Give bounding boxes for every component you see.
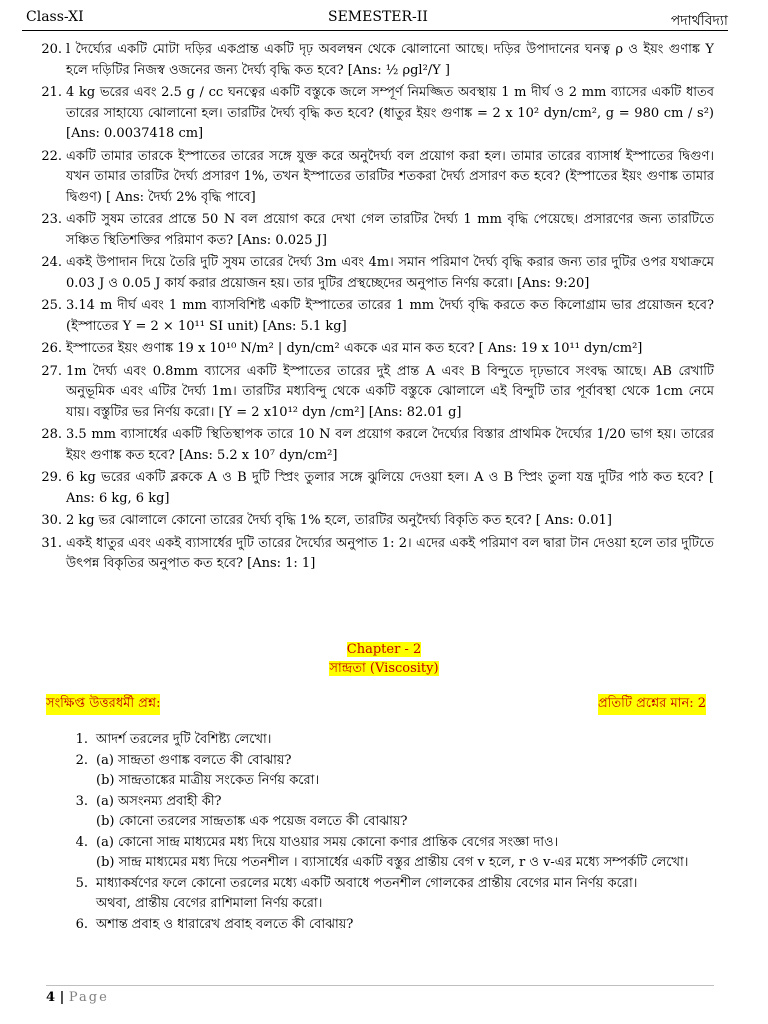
question-item	[41, 40, 714, 81]
question-item	[41, 511, 714, 532]
question-number: 24.	[41, 255, 62, 270]
short-question-number: 1.	[75, 732, 88, 747]
page-number: 4	[46, 990, 56, 1005]
page-separator: |	[55, 990, 69, 1005]
question-text: 2 kg ভর ঝোলালে কোনো তারের দৈর্ঘ্য বৃদ্ধি 1% হলে, তারটির অনুদৈর্ঘ্য বিকৃতি কত হবে? [ Ans: 0.01]	[66, 513, 612, 528]
class-label: Class-XI	[26, 9, 84, 25]
short-question-line: অথবা, প্রান্তীয় বেগের রাশিমালা নির্ণয় করো।	[96, 896, 323, 911]
question-item	[41, 210, 714, 251]
question-item	[41, 534, 714, 575]
short-question-item	[75, 751, 714, 792]
short-question-line: মাধ্যাকর্ষণের ফলে কোনো তরলের মধ্যে একটি অবাধে পতনশীল গোলকের প্রান্তীয় বেগের মান নির্ণয় করো।	[96, 875, 638, 891]
page-label: Page	[68, 990, 109, 1005]
page-header	[22, 6, 728, 31]
question-item	[41, 339, 714, 360]
question-number: 21.	[41, 85, 62, 100]
question-number: 22.	[41, 148, 62, 164]
short-question-line: (b) কোনো তরলের সান্দ্রতাঙ্ক এক পয়েজ বলতে কী বোঝায়?	[96, 814, 408, 829]
semester-label: SEMESTER-II	[328, 9, 428, 25]
chapter-title: Chapter - 2	[346, 642, 422, 657]
question-number: 23.	[41, 212, 62, 227]
short-question-item	[75, 833, 714, 874]
short-question-line: আদর্শ তরলের দুটি বৈশিষ্ট্য লেখো।	[96, 732, 272, 747]
short-question-number: 6.	[75, 916, 88, 932]
numerical-questions	[41, 40, 714, 577]
subject-label: পদার্থবিদ্যা	[670, 13, 728, 29]
question-item	[41, 362, 714, 424]
section-title: সংক্ষিপ্ত উত্তরধর্মী প্রশ্ন:	[46, 694, 160, 715]
short-question-line: (a) অসংনম্য প্রবাহী কী?	[96, 793, 222, 809]
question-text: একটি সুষম তারের প্রান্তে 50 N বল প্রয়োগ করে দেখা গেল তারটির দৈর্ঘ্য 1 mm বৃদ্ধি পেয়েছে। প্রসারণের জন্য তারটিতে সঞ্চিত স্থিতিশক্তির পরিমাণ কত? [Ans: 0.025 J]	[66, 212, 714, 248]
short-question-number: 5.	[75, 875, 88, 891]
short-question-line: (b) সান্দ্র মাধ্যমের মধ্য দিয়ে পতনশীল । ব্যাসার্ধের একটি বস্তুর প্রান্তীয় বেগ v হলে, r ও v-এর মধ্যে সম্পর্কটি লেখো।	[96, 855, 689, 870]
question-number: 25.	[41, 298, 62, 313]
question-item	[41, 83, 714, 145]
question-text: 3.14 m দীর্ঘ এবং 1 mm ব্যাসবিশিষ্ট একটি ইস্পাতের তারের 1 mm দৈর্ঘ্য বৃদ্ধি করতে কত কিলোগ্রাম ভার প্রয়োজন হবে? (ইস্পাতের Y = 2 × 10¹¹ SI unit) [Ans: 5.1 kg]	[66, 298, 714, 334]
question-text: 3.5 mm ব্যাসার্ধের একটি স্থিতিস্থাপক তারে 10 N বল প্রয়োগ করলে দৈর্ঘ্যের বিস্তার প্রাথমিক দৈর্ঘ্যের 1/20 ভাগ হয়। তারের ইয়ং গুণাঙ্ক কত হবে? [Ans: 5.2 x 10⁷ dyn/cm²]	[66, 427, 714, 463]
question-number: 30.	[41, 513, 62, 528]
question-number: 29.	[41, 470, 62, 485]
chapter-subtitle: সান্দ্রতা (Viscosity)	[329, 661, 439, 676]
short-question-line: (a) কোনো সান্দ্র মাধ্যমের মধ্য দিয়ে যাওয়ার সময় কোনো কণার প্রান্তিক বেগের সংজ্ঞা দাও।	[96, 834, 559, 850]
short-question-item	[75, 730, 714, 751]
question-text: একই উপাদান দিয়ে তৈরি দুটি সুষম তারের দৈর্ঘ্য 3m এবং 4m। সমান পরিমাণ দৈর্ঘ্য বৃদ্ধি করার জন্য তার দুটির ওপর যথাক্রমে 0.03 J ও 0.05 J কার্য করার প্রয়োজন হয়। তার দুটির প্রস্থচ্ছেদের অনুপাত নির্ণয় করো। [Ans: 9:20]	[66, 255, 714, 291]
question-text: একটি তামার তারকে ইস্পাতের তারের সঙ্গে যুক্ত করে অনুদৈর্ঘ্য বল প্রয়োগ করা হল। তামার তারের ব্যাসার্ধ ইস্পাতের দ্বিগুণ। যখন তামার তারটির দৈর্ঘ্য প্রসারণ 1%, তখন ইস্পাতের তারটির শতকরা দৈর্ঘ্য প্রসারণ কত হবে? (ইস্পাতের ইয়ং গুণাঙ্ক তামার দ্বিগুণ) [ Ans: দৈর্ঘ্য 2% বৃদ্ধি পাবে]	[66, 148, 714, 205]
question-text: একই ধাতুর এবং একই ব্যাসার্ধের দুটি তারের দৈর্ঘ্যের অনুপাত 1: 2। এদের একই পরিমাণ বল দ্বারা টান দেওয়া হলে তার দুটিতে উৎপন্ন বিকৃতির অনুপাত কত হবে? [Ans: 1: 1]	[66, 535, 714, 571]
question-text: l দৈর্ঘ্যের একটি মোটা দড়ির একপ্রান্ত একটি দৃঢ় অবলম্বন থেকে ঝোলানো আছে। দড়ির উপাদানের ঘনত্ব ρ ও ইয়ং গুণাঙ্ক Y হলে দড়িটির নিজস্ব ওজনের জন্য দৈর্ঘ্য বৃদ্ধি কত হবে? [Ans: ½ ρgl²/Y ]	[66, 42, 714, 78]
question-text: 4 kg ভরের এবং 2.5 g / cc ঘনত্বের একটি বস্তুকে জলে সম্পূর্ণ নিমজ্জিত অবস্থায় 1 m দীর্ঘ ও 2 mm ব্যাসের একটি ধাতব তারের সাহায্যে ঝোলানো হল। তারটির দৈর্ঘ্য বৃদ্ধি কত হবে? (ধাতুর ইয়ং গুণাঙ্ক = 2 x 10² dyn/cm², g = 980 cm / s²) [Ans: 0.0037418 cm]	[66, 85, 714, 141]
marks-label: প্রতিটি প্রশ্নের মান: 2	[598, 694, 706, 715]
question-item	[41, 296, 714, 337]
short-question-number: 4.	[75, 834, 88, 850]
short-questions	[75, 730, 714, 935]
chapter-heading	[0, 640, 768, 678]
question-number: 28.	[41, 427, 62, 442]
page-footer	[46, 985, 714, 1005]
question-number: 27.	[41, 363, 62, 379]
short-question-number: 3.	[75, 793, 88, 809]
short-question-line: (a) সান্দ্রতা গুণাঙ্ক বলতে কী বোঝায়?	[96, 752, 292, 768]
question-number: 26.	[41, 341, 62, 356]
question-number: 31.	[41, 535, 62, 551]
short-question-item	[75, 874, 714, 915]
question-item	[41, 468, 714, 509]
question-item	[41, 253, 714, 294]
question-text: 6 kg ভরের একটি ব্লককে A ও B দুটি স্প্রিং তুলার সঙ্গে ঝুলিয়ে দেওয়া হল। A ও B স্প্রিং তুলা যন্ত্র দুটির পাঠ কত হবে? [ Ans: 6 kg, 6 kg]	[66, 470, 714, 506]
question-item	[41, 147, 714, 209]
short-question-line: অশান্ত প্রবাহ ও ধারারেখ প্রবাহ বলতে কী বোঝায়?	[96, 916, 354, 932]
question-number: 20.	[41, 42, 62, 57]
short-question-line: (b) সান্দ্রতাঙ্কের মাত্রীয় সংকেত নির্ণয় করো।	[96, 773, 320, 788]
short-question-item	[75, 915, 714, 936]
question-text: 1m দৈর্ঘ্য এবং 0.8mm ব্যাসের একটি ইস্পাতের তারের দুই প্রান্ত A এবং B বিন্দুতে দৃঢ়ভাবে সংবদ্ধ আছে। AB রেখাটি অনুভূমিক এবং এটির দৈর্ঘ্য 1m। তারটির মধ্যবিন্দু থেকে একটি বস্তুকে ঝোলালে এই বিন্দুটি তার পূর্বাবস্থা থেকে 1cm নেমে যায়। বস্তুটির ভর নির্ণয় করো। [Y = 2 x10¹² dyn /cm²] [Ans: 82.01 g]	[66, 363, 714, 420]
question-text: ইস্পাতের ইয়ং গুণাঙ্ক 19 x 10¹⁰ N/m² | dyn/cm² এককে এর মান কত হবে? [ Ans: 19 x 10¹¹ dyn/cm²]	[66, 341, 643, 356]
short-question-item	[75, 792, 714, 833]
question-item	[41, 425, 714, 466]
short-question-number: 2.	[75, 752, 88, 768]
